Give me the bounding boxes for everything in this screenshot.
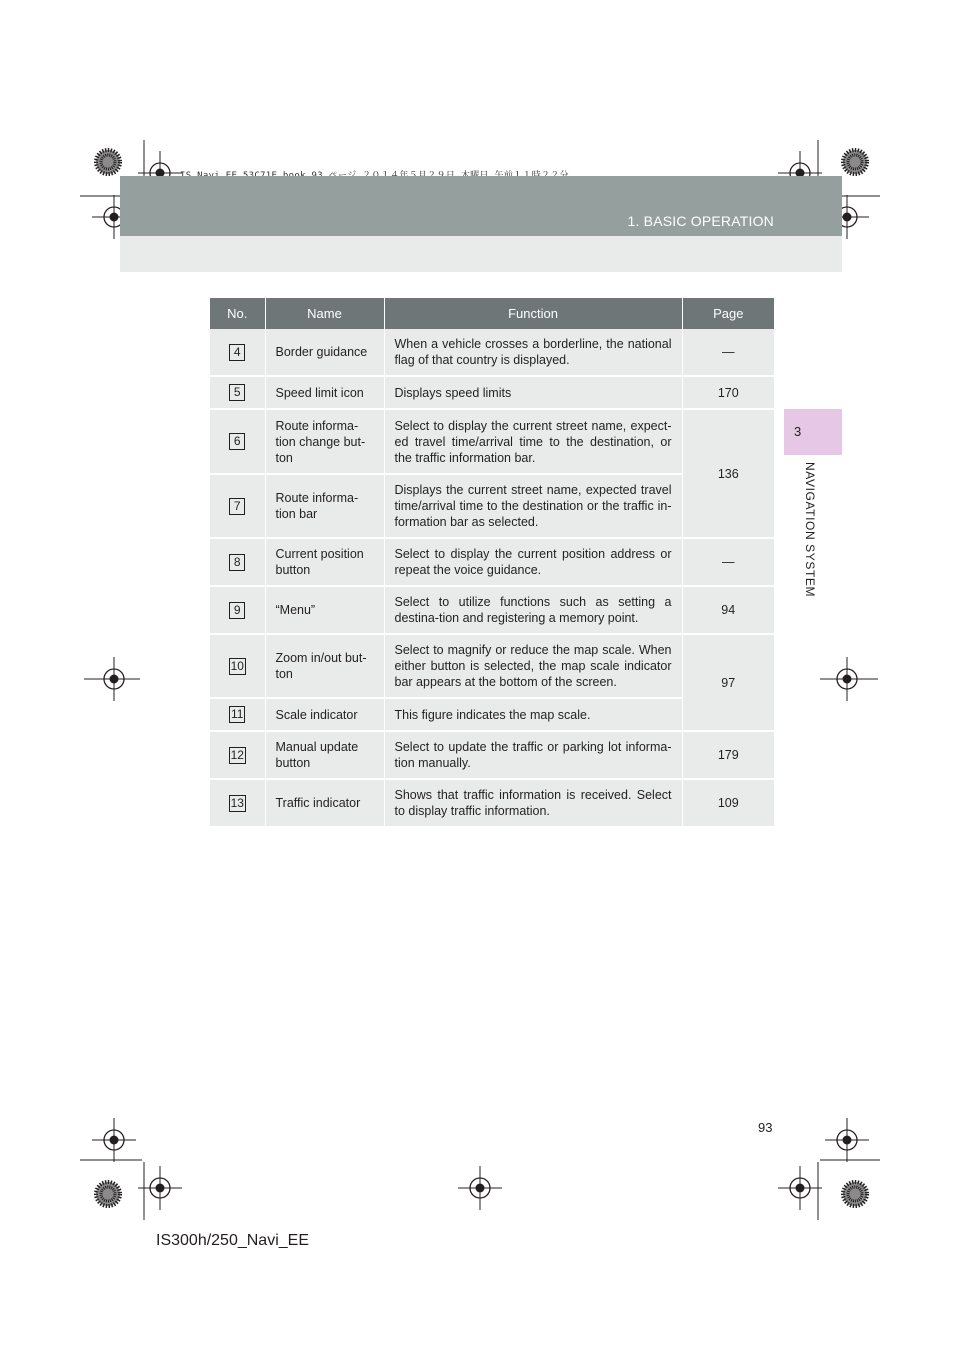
column-header: Name (265, 298, 384, 329)
row-number (210, 474, 265, 538)
table-row (210, 538, 774, 586)
starburst-icon (843, 150, 867, 174)
item-name: “Menu” (265, 586, 384, 634)
item-name: Route informa-tion change but-ton (265, 409, 384, 474)
item-name: Current position button (265, 538, 384, 586)
item-function: Displays the current street name, expected travel time/arrival time to the destination or the traffic in-formation bar as selected. (384, 474, 682, 538)
chapter-tab (784, 409, 842, 455)
table-header-row (210, 298, 774, 329)
registration-mark-icon (778, 1166, 822, 1210)
item-function: Shows that traffic information is received. Select to display traffic information. (384, 779, 682, 827)
table-row (210, 779, 774, 827)
table-row (210, 329, 774, 376)
number-box: 11 (231, 707, 244, 721)
item-function: Select to display the current position address or repeat the voice guidance. (384, 538, 682, 586)
item-name: Manual update button (265, 731, 384, 779)
table-row (210, 409, 774, 474)
function-table (210, 298, 774, 828)
number-box: 6 (229, 433, 245, 450)
table-row (210, 634, 774, 698)
registration-mark-icon (825, 1118, 869, 1162)
item-function: Select to display the current street name, expect-ed travel time/arrival time to the destination, or the traffic information bar. (384, 409, 682, 474)
item-page: 109 (682, 779, 774, 827)
registration-mark-icon (458, 1166, 502, 1210)
item-name: Speed limit icon (265, 376, 384, 409)
item-function: Displays speed limits (384, 376, 682, 409)
number-box: 10 (230, 658, 244, 673)
item-function: When a vehicle crosses a borderline, the national flag of that country is displayed. (384, 329, 682, 376)
row-number (210, 329, 265, 376)
number-box: 9 (229, 602, 245, 619)
starburst-icon (843, 1182, 867, 1206)
item-name: Scale indicator (265, 698, 384, 731)
chapter-title: NAVIGATION SYSTEM (803, 462, 817, 598)
item-page: — (682, 538, 774, 586)
number-box: 7 (229, 498, 245, 515)
item-page: 136 (682, 409, 774, 538)
registration-mark-icon (92, 1118, 136, 1162)
item-function: Select to utilize functions such as setting a destina-tion and registering a memory point. (384, 586, 682, 634)
item-page: — (682, 329, 774, 376)
section-title: 1. BASIC OPERATION (627, 213, 774, 229)
item-name: Border guidance (265, 329, 384, 376)
item-page: 179 (682, 731, 774, 779)
number-box: 12 (230, 747, 244, 762)
item-page: 97 (682, 634, 774, 731)
item-name: Zoom in/out but-ton (265, 634, 384, 698)
document-code: IS300h/250_Navi_EE (156, 1232, 309, 1249)
item-name: Traffic indicator (265, 779, 384, 827)
column-header: Function (384, 298, 682, 329)
row-number (210, 731, 265, 779)
item-page: 94 (682, 586, 774, 634)
row-number (210, 634, 265, 698)
item-function: Select to update the traffic or parking lot informa-tion manually. (384, 731, 682, 779)
registration-mark-icon (138, 1166, 182, 1210)
row-number (210, 538, 265, 586)
starburst-icon (96, 1182, 120, 1206)
column-header: Page (682, 298, 774, 329)
table-row (210, 586, 774, 634)
column-header: No. (210, 298, 265, 329)
table-row (210, 376, 774, 409)
table-row (210, 731, 774, 779)
page-number: 93 (758, 1120, 773, 1135)
starburst-icon (96, 150, 120, 174)
item-page: 170 (682, 376, 774, 409)
number-box: 4 (229, 344, 245, 361)
item-function: Select to magnify or reduce the map scale. When either button is selected, the map scale indicator bar appears at the bottom of the screen. (384, 634, 682, 698)
header-band-light (120, 236, 842, 272)
row-number (210, 779, 265, 827)
number-box: 5 (229, 384, 245, 401)
item-function: This figure indicates the map scale. (384, 698, 682, 731)
row-number (210, 376, 265, 409)
item-name: Route informa-tion bar (265, 474, 384, 538)
row-number (210, 586, 265, 634)
chapter-number: 3 (794, 424, 802, 439)
row-number (210, 409, 265, 474)
number-box: 8 (229, 554, 245, 571)
row-number (210, 698, 265, 731)
number-box: 13 (230, 795, 244, 810)
